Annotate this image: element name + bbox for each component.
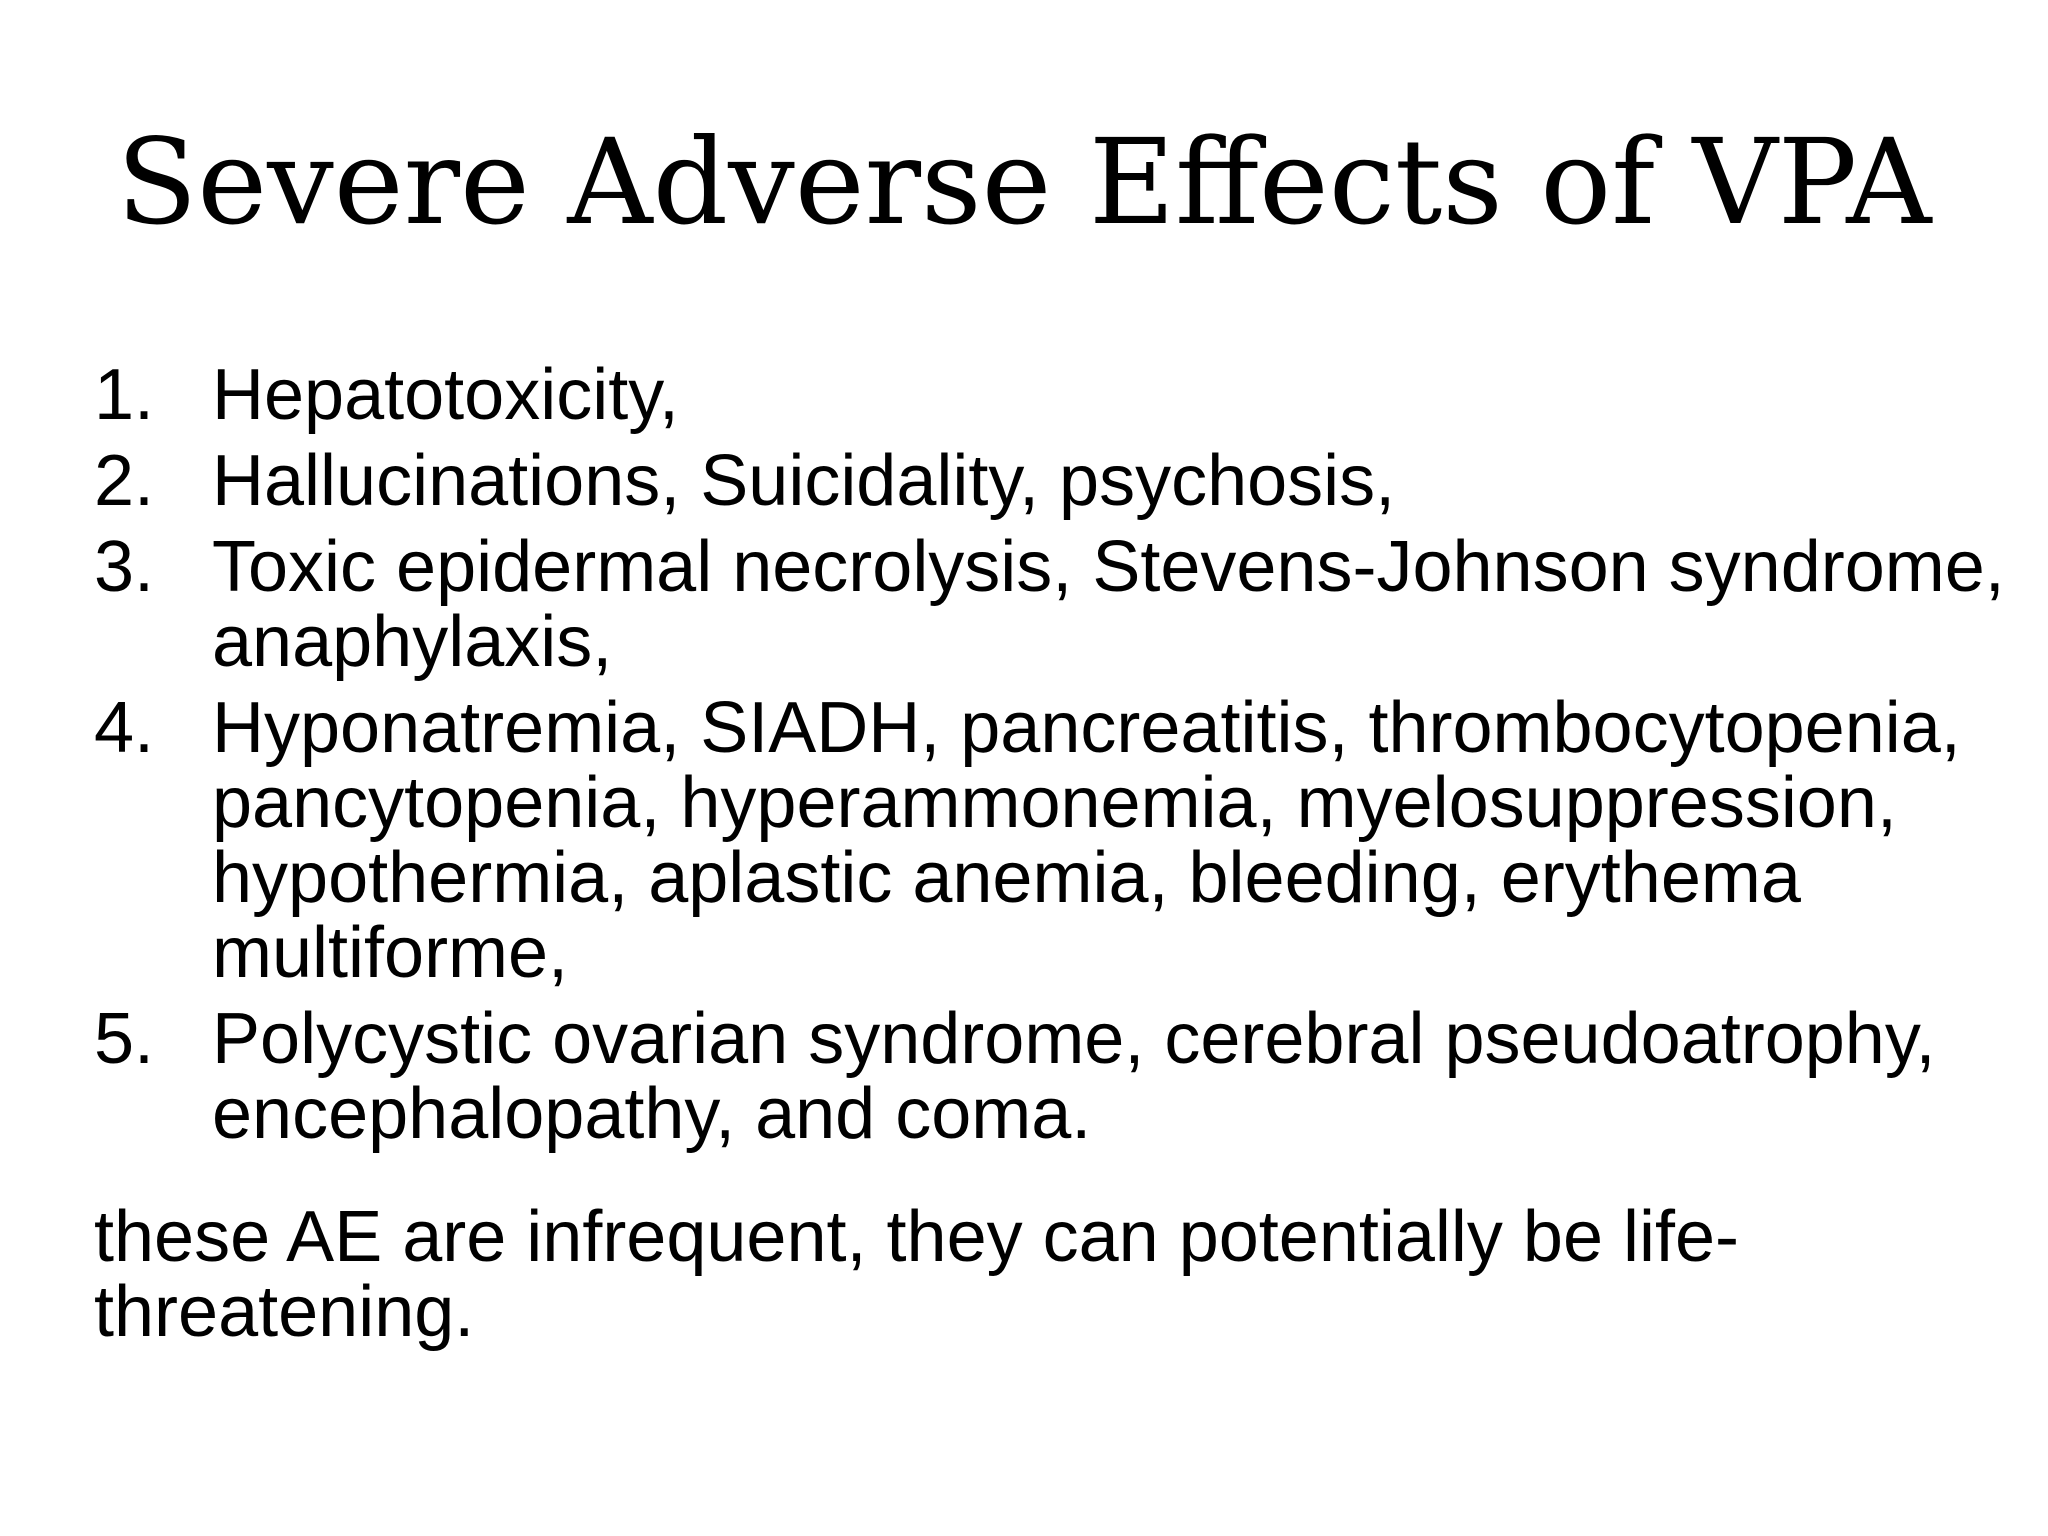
list-item-text: Toxic epidermal necrolysis, Stevens-Johnson syndrome, anaphylaxis, [212, 527, 2005, 682]
list-item [94, 999, 2014, 1154]
list-item [94, 688, 2014, 993]
list-item-number: 3. [94, 527, 155, 607]
slide-title: Severe Adverse Effects of VPA [116, 113, 1932, 251]
list-item [94, 527, 2014, 682]
list-item-text: Polycystic ovarian syndrome, cerebral pseudoatrophy, encephalopathy, and coma. [212, 999, 1936, 1154]
list-item-text: Hepatotoxicity, [212, 355, 679, 435]
adverse-effects-list [94, 355, 2014, 1163]
footnote-text: these AE are infrequent, they can potentially be life-threatening. [94, 1197, 1740, 1352]
list-item-text: Hallucinations, Suicidality, psychosis, [212, 441, 1396, 521]
list-item-number: 5. [94, 999, 155, 1079]
list-item [94, 355, 2014, 435]
list-item-number: 4. [94, 688, 155, 768]
list-item-number: 1. [94, 355, 155, 435]
list-item-text: Hyponatremia, SIADH, pancreatitis, thrombocytopenia, pancytopenia, hyperammonemia, myelosuppression, hypothermia, aplastic anemia, bleeding, erythema multiforme, [212, 688, 1961, 993]
list-item-number: 2. [94, 441, 155, 521]
list-item [94, 441, 2014, 521]
